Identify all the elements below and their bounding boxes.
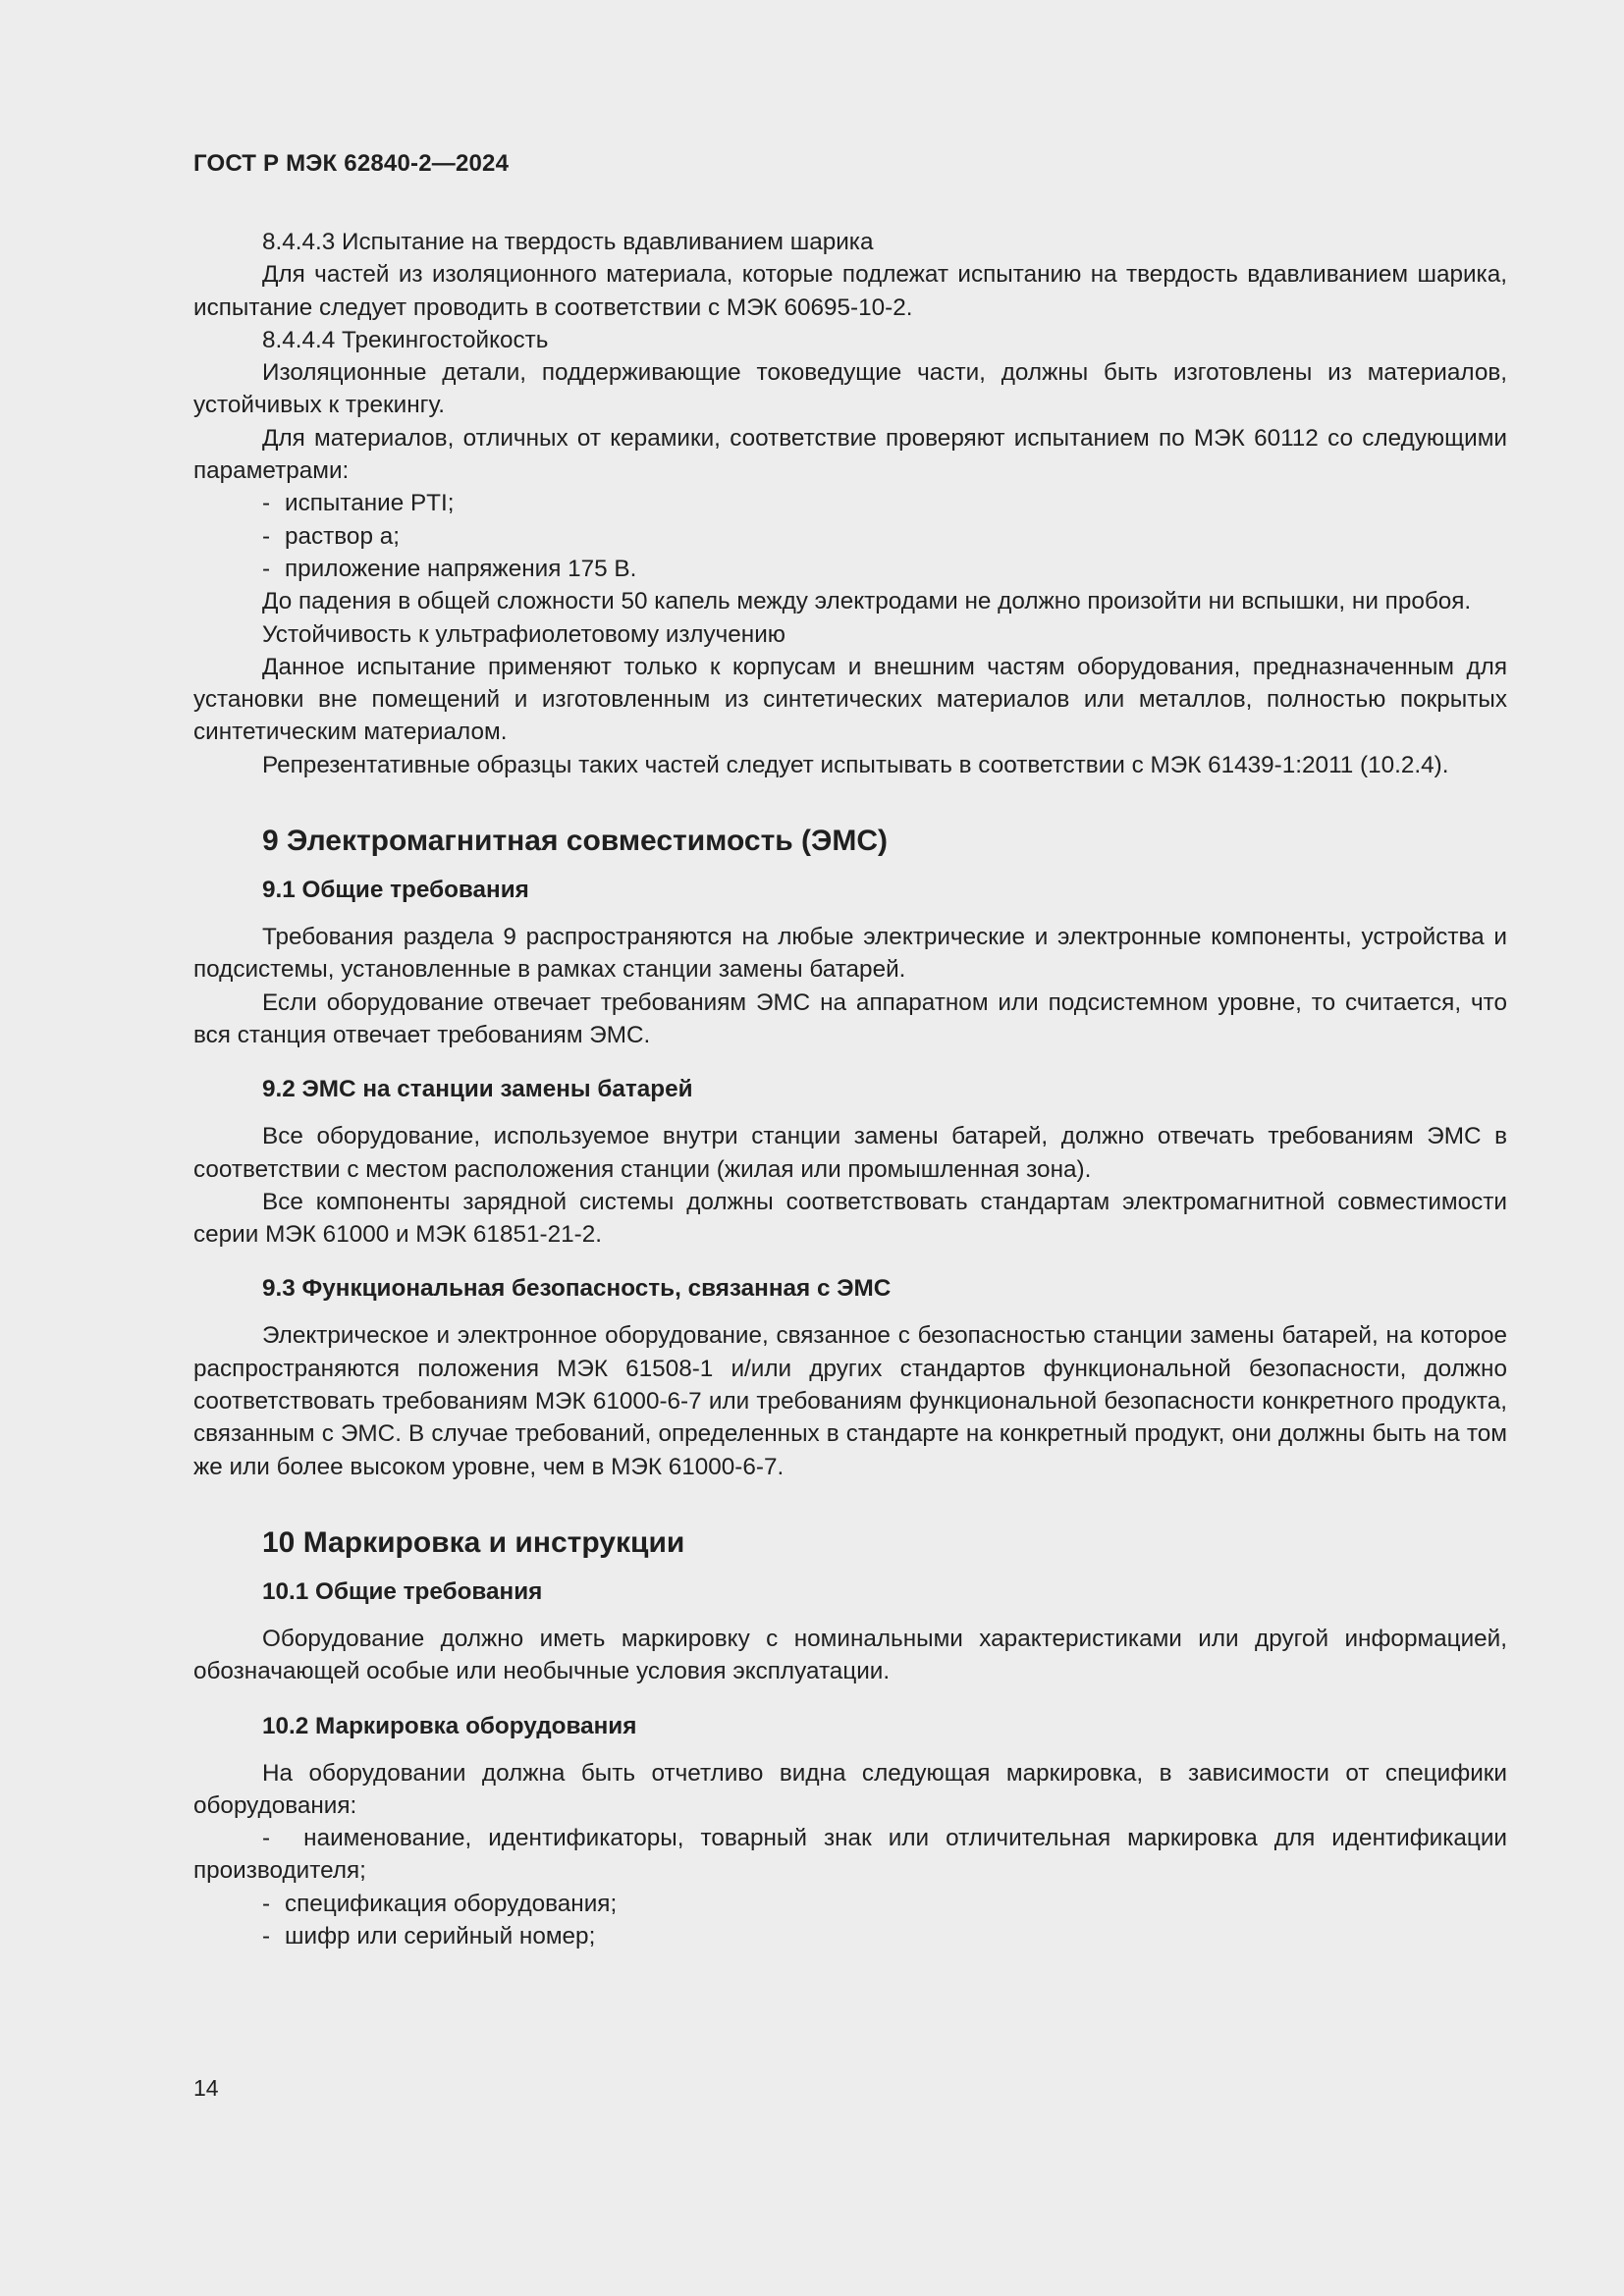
paragraph: Репрезентативные образцы таких частей следует испытывать в соответствии с МЭК 61439-1:2011 (10.2.4).: [262, 751, 1449, 778]
clause-10-2-title: 10.2 Маркировка оборудования: [262, 1712, 637, 1739]
paragraph: На оборудовании должна быть отчетливо видна следующая маркировка, в зависимости от специфики оборудования:: [193, 1759, 1507, 1819]
clause-8-4-4-3-title: 8.4.4.3 Испытание на твердость вдавливанием шарика: [262, 229, 874, 255]
clause-9-1-title: 9.1 Общие требования: [262, 877, 529, 904]
page-number: 14: [193, 2075, 219, 2101]
list-item: - спецификация оборудования;: [262, 1890, 618, 1917]
paragraph: Требования раздела 9 распространяются на любые электрические и электронные компоненты, устройства и подсистемы, установленные в рамках станции замены батарей.: [193, 924, 1507, 984]
uv-resistance-title: Устойчивость к ультрафиолетовому излучению: [262, 620, 786, 648]
paragraph: Оборудование должно иметь маркировку с номинальными характеристиками или другой информацией, обозначающей особые или необычные условия эксплуатации.: [193, 1625, 1507, 1685]
section-9-title: 9 Электромагнитная совместимость (ЭМС): [262, 825, 889, 858]
paragraph: Электрическое и электронное оборудование, связанное с безопасностью станции замены батарей, на которое распространяются положения МЭК 61508-1 и/или других стандартов функциональной безопасности, должно соответствовать требованиям МЭК 61000-6-7 или требованиям функциональной безопасности конкретного продукта, связанным с ЭМС. В случае требований, определенных в стандарте на конкретный продукт, они должны быть на том же или более высоком уровне, чем в МЭК 61000-6-7.: [193, 1322, 1507, 1480]
clause-8-4-4-4-title: 8.4.4.4 Трекингостойкость: [262, 326, 549, 353]
section-10-title: 10 Маркировка и инструкции: [262, 1525, 685, 1559]
clause-10-1-title: 10.1 Общие требования: [262, 1577, 543, 1605]
document-header: ГОСТ Р МЭК 62840-2—2024: [193, 150, 510, 177]
list-item: - раствор а;: [262, 522, 400, 550]
list-item: - наименование, идентификаторы, товарный знак или отличительная маркировка для идентификации производителя;: [193, 1825, 1507, 1885]
page-content: [193, 226, 1507, 1952]
clause-9-3-title: 9.3 Функциональная безопасность, связанная с ЭМС: [262, 1275, 892, 1303]
list-item: - приложение напряжения 175 В.: [262, 555, 637, 582]
paragraph: Данное испытание применяют только к корпусам и внешним частям оборудования, предназначенным для установки вне помещений и изготовленным из синтетических материалов или металлов, полностью покрытых синтетическим материалом.: [193, 653, 1507, 746]
list-item: - испытание PTI;: [262, 490, 455, 517]
paragraph: До падения в общей сложности 50 капель между электродами не должно произойти ни вспышки, ни пробоя.: [262, 588, 1472, 615]
paragraph: Все оборудование, используемое внутри станции замены батарей, должно отвечать требованиям ЭМС в соответствии с местом расположения станции (жилая или промышленная зона).: [193, 1123, 1507, 1183]
clause-9-2-title: 9.2 ЭМС на станции замены батарей: [262, 1076, 693, 1103]
paragraph: Для частей из изоляционного материала, которые подлежат испытанию на твердость вдавливанием шарика, испытание следует проводить в соответствии с МЭК 60695-10-2.: [193, 261, 1507, 321]
paragraph: Если оборудование отвечает требованиям ЭМС на аппаратном или подсистемном уровне, то считается, что вся станция отвечает требованиям ЭМС.: [193, 988, 1507, 1048]
paragraph: Все компоненты зарядной системы должны соответствовать стандартам электромагнитной совместимости серии МЭК 61000 и МЭК 61851-21-2.: [193, 1188, 1507, 1249]
paragraph: Для материалов, отличных от керамики, соответствие проверяют испытанием по МЭК 60112 со следующими параметрами:: [193, 424, 1507, 485]
list-item: - шифр или серийный номер;: [262, 1922, 596, 1949]
paragraph: Изоляционные детали, поддерживающие токоведущие части, должны быть изготовлены из материалов, устойчивых к трекингу.: [193, 359, 1507, 419]
